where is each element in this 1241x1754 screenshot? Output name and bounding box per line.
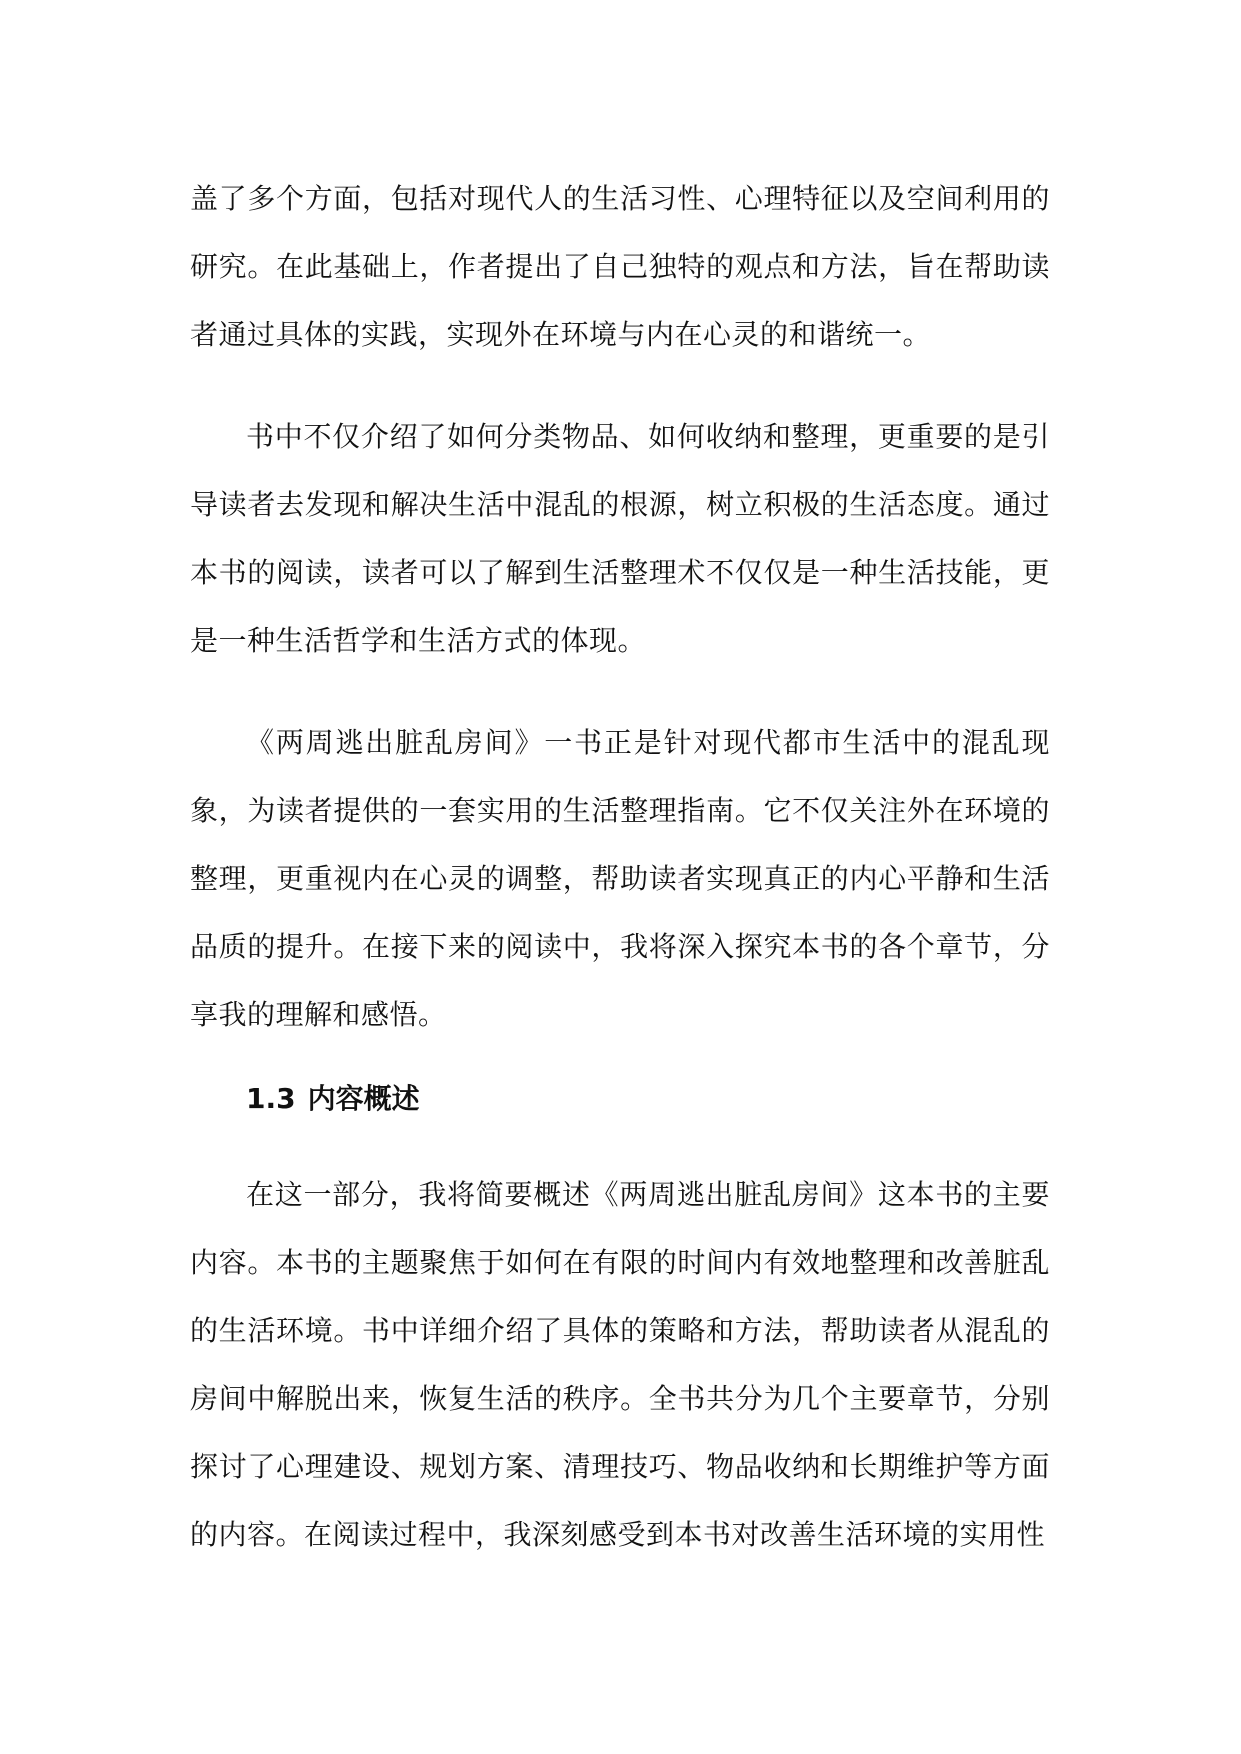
section-paragraph: 在这一部分，我将简要概述《两周逃出脏乱房间》这本书的主要内容。本书的主题聚焦于如何在有限的时间内有效地整理和改善脏乱的生活环境。书中详细介绍了具体的策略和方法，帮助读者从混乱的房间中解脱出来，恢复生活的秩序。全书共分为几个主要章节，分别探讨了心理建设、规划方案、清理技巧、物品收纳和长期维护等方面的内容。在阅读过程中，我深刻感受到本书对改善生活环境的实用性 — [190, 1178, 1050, 1551]
body-paragraph-continued: 盖了多个方面，包括对现代人的生活习性、心理特征以及空间利用的研究。在此基础上，作者提出了自己独特的观点和方法，旨在帮助读者通过具体的实践，实现外在环境与内在心灵的和谐统一。 — [190, 182, 1050, 351]
body-paragraph: 《两周逃出脏乱房间》一书正是针对现代都市生活中的混乱现象，为读者提供的一套实用的生活整理指南。它不仅关注外在环境的整理，更重视内在心灵的调整，帮助读者实现真正的内心平静和生活品质的提升。在接下来的阅读中，我将深入探究本书的各个章节，分享我的理解和感悟。 — [190, 726, 1050, 1031]
section-title: 内容概述 — [307, 1082, 420, 1115]
body-paragraph: 书中不仅介绍了如何分类物品、如何收纳和整理，更重要的是引导读者去发现和解决生活中混乱的根源，树立积极的生活态度。通过本书的阅读，读者可以了解到生活整理术不仅仅是一种生活技能，更是一种生活哲学和生活方式的体现。 — [190, 420, 1050, 657]
section-number: 1.3 — [246, 1082, 296, 1115]
section-heading — [246, 1065, 420, 1133]
